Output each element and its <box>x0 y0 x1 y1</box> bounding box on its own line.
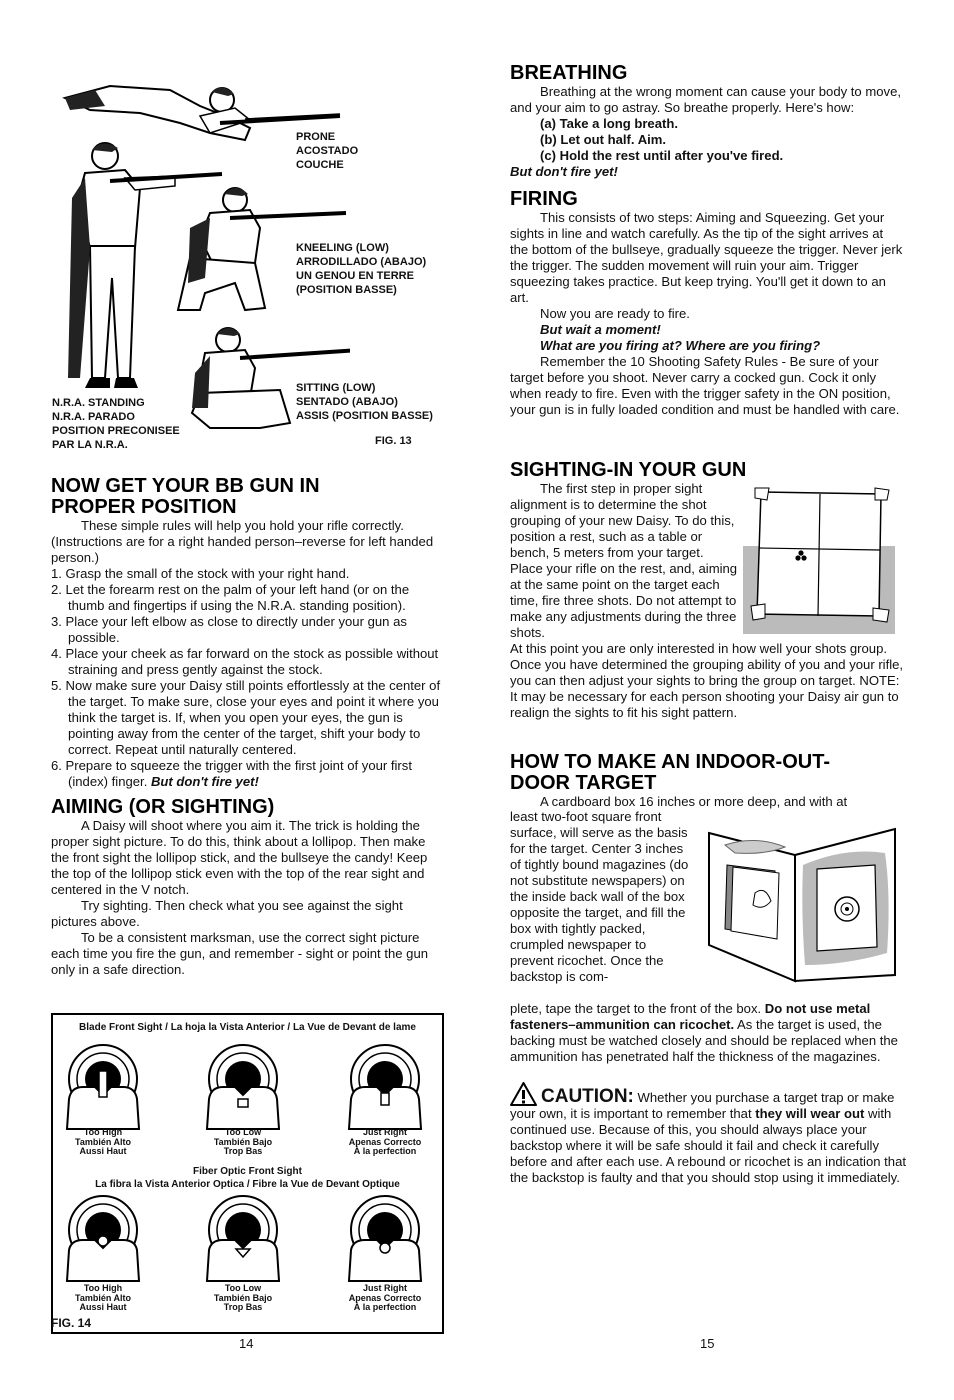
firing-paragraph: This consists of two steps: Aiming and Squeezing. Get your sights in line and watch carefully. As the tip of the sight arrives at the bottom of the bullseye, gradually squeeze the trigger. Never jerk the trigger. The sudden movement will ruin your aim. Trigger squeezing takes practice. But keep trying. You'll get it down to an art. <box>510 210 903 305</box>
target-grouping-illustration <box>743 486 895 634</box>
caption-too-high: Too High También Alto Aussi Haut <box>75 1127 131 1156</box>
position-heading: NOW GET YOUR BB GUN IN PROPER POSITION <box>51 475 320 518</box>
position-intro: These simple rules will help you hold your rifle correctly. (Instructions are for a right handed person–reverse for left handed person.) <box>51 518 434 565</box>
indoor-paragraph-first: A cardboard box 16 inches or more deep, and with at <box>540 794 848 809</box>
sighting-paragraph-narrow: The first step in proper sight alignment is to determine the shot grouping of your new Daisy. To do this, position a rest, such as a table or bench, 5 meters from your target. Place your rifle on the rest, and, aiming at the same point on the target each time, fire three shots. Do not attempt to make any adjustments during the three shots. <box>510 481 738 640</box>
label-prone: PRONE ACOSTADO COUCHE <box>296 131 359 171</box>
label-standing: N.R.A. STANDING N.R.A. PARADO POSITION PRECONISEE PAR LA N.R.A. <box>52 397 180 451</box>
rule-item: 1. Grasp the small of the stock with your right hand. <box>51 566 350 581</box>
indoor-heading-wrap <box>510 752 904 810</box>
page-number-left: 14 <box>239 1336 254 1351</box>
page-number-right: 15 <box>700 1336 715 1351</box>
aiming-paragraph: Try sighting. Then check what you see against the sight pictures above. <box>51 898 403 929</box>
fiber-caption-too-low: Too Low También Bajo Trop Bas <box>213 1283 273 1312</box>
fiber-caption-too-high: Too High También Alto Aussi Haut <box>75 1283 131 1312</box>
breathing-paragraph: Breathing at the wrong moment can cause your body to move, and your aim to go astray. So breathe properly. Here's how: <box>510 84 902 115</box>
blade-sight-header: Blade Front Sight / La hoja la Vista Anterior / La Vue de Devant de lame <box>79 1022 416 1033</box>
breathing-step: (b) Let out half. Aim. <box>540 132 667 147</box>
firing-heading: FIRING <box>510 188 578 210</box>
rule-item: 2. Let the forearm rest on the palm of your left hand (or on the thumb and fingertips if using the N.R.A. standing position). <box>51 582 410 613</box>
sighting-paragraph-wide: At this point you are only interested in how well your shots group. Once you have determined the grouping ability of you and your rifle, you can then adjust your sights to bring the group on target. NOTE: It may be necessary for each person shooting your Daisy air gun to realign the sights to fit his sight pattern. <box>510 641 904 720</box>
sighting-heading-wrap <box>510 460 746 481</box>
breathing-step: (a) Take a long breath. <box>540 116 678 131</box>
sight-just-right <box>349 1045 421 1129</box>
caution-paragraph: CAUTION: Whether you purchase a target trap or make your own, it is important to remember that they will wear out with continued use. Because of this, you should always place your backstop where it will be safe should it fail and check it carefully before and after each use. A rebound or ricochet is an indication that the backstop is faulty and that you should stop using it immediately. <box>510 1086 906 1185</box>
sight-pictures-figure <box>51 1013 444 1334</box>
fiber-sight-too-low <box>207 1196 279 1281</box>
sight-too-high <box>67 1045 139 1129</box>
firing-warning: But wait a moment! <box>540 322 661 337</box>
fig13-caption: FIG. 13 <box>375 435 412 447</box>
sight-too-low <box>207 1045 279 1129</box>
fig14-caption: FIG. 14 <box>51 1316 92 1330</box>
aiming-paragraph: To be a consistent marksman, use the correct sight picture each time you fire the gun, and remember - sight or point the gun only in a safe direction. <box>51 930 429 977</box>
caution-label: CAUTION: <box>541 1086 634 1107</box>
sighting-heading: SIGHTING-IN YOUR GUN <box>510 459 747 481</box>
firing-paragraph: Remember the 10 Shooting Safety Rules - Be sure of your target before you shoot. Never carry a cocked gun. Cock it only when ready to fire. Even with the trigger safety in the ON position, your gun is in fully loaded condition and must be handled with care. <box>510 354 900 417</box>
fiber-sight-pictures <box>53 1195 442 1285</box>
breathing-step: (c) Hold the rest until after you've fired. <box>540 148 784 163</box>
caption-just-right: Just Right Apenas Correcto À la perfection <box>348 1127 422 1156</box>
indoor-paragraph-wide: plete, tape the target to the front of the box. Do not use metal fasteners–ammunition can ricochet. As the target is used, the backing must be watched closely and should be replaced when the ammunition has penetrated half the thickness of the magazines. <box>510 1001 898 1064</box>
breathing-steps <box>510 116 904 164</box>
rule-item: 5. Now make sure your Daisy still points effortlessly at the center of the target. To make sure, close your eyes and point it where you think the target is. If, when you open your eyes, the gun is pointing away from the center of the target, shift your body to correct. Repeat until naturally centered. <box>51 678 441 757</box>
label-kneeling: KNEELING (LOW) ARRODILLADO (ABAJO) UN GENOU EN TERRE (POSITION BASSE) <box>296 242 427 296</box>
breathing-firing-section <box>510 63 904 418</box>
firing-question: What are you firing at? Where are you firing? <box>540 338 821 353</box>
position-rules <box>51 566 445 790</box>
position-section <box>51 476 445 978</box>
breathing-heading: BREATHING <box>510 62 628 84</box>
fiber-sight-just-right <box>349 1196 421 1281</box>
firing-paragraph: Now you are ready to fire. <box>540 306 690 321</box>
fiber-sight-too-high <box>67 1196 139 1281</box>
caption-too-low: Too Low También Bajo Trop Bas <box>213 1127 273 1156</box>
fiber-caption-just-right: Just Right Apenas Correcto À la perfection <box>348 1283 422 1312</box>
indoor-heading: HOW TO MAKE AN INDOOR-OUT- DOOR TARGET <box>510 751 830 794</box>
breathing-warning: But don't fire yet! <box>510 164 618 179</box>
indoor-paragraph-narrow: least two-foot square front surface, will serve as the basis for the target. Center 3 inches of tightly bound magazines (do not substitute newspapers) on the inside back wall of the box opposite the target, and fill the box with tightly packed, crumpled newspaper to prevent ricochet. Once the backstop is com- <box>510 809 689 984</box>
aiming-paragraph: A Daisy will shoot where you aim it. The trick is holding the proper sight picture. To do this, think about a lollipop. Then make the front sight the lollipop stick, and the bullseye the candy! Keep the top of the lollipop stick even with the top of the rear sight and centered in the V notch. <box>51 818 428 897</box>
rule-item: 4. Place your cheek as far forward on the stock as possible without straining and press gently against the stock. <box>51 646 439 677</box>
cardboard-box-target-illustration <box>705 825 901 983</box>
aiming-heading: AIMING (OR SIGHTING) <box>51 796 275 818</box>
label-sitting: SITTING (LOW) SENTADO (ABAJO) ASSIS (POSITION BASSE) <box>296 382 433 422</box>
rule-item: 6. Prepare to squeeze the trigger with the first joint of your first (index) finger. But don't fire yet! <box>51 758 412 789</box>
fiber-sight-header: Fiber Optic Front Sight La fibra la Vista Anterior Optica / Fibre la Vue de Devant Optique <box>95 1166 400 1190</box>
rule-item: 3. Place your left elbow as close to directly under your gun as possible. <box>51 614 407 645</box>
